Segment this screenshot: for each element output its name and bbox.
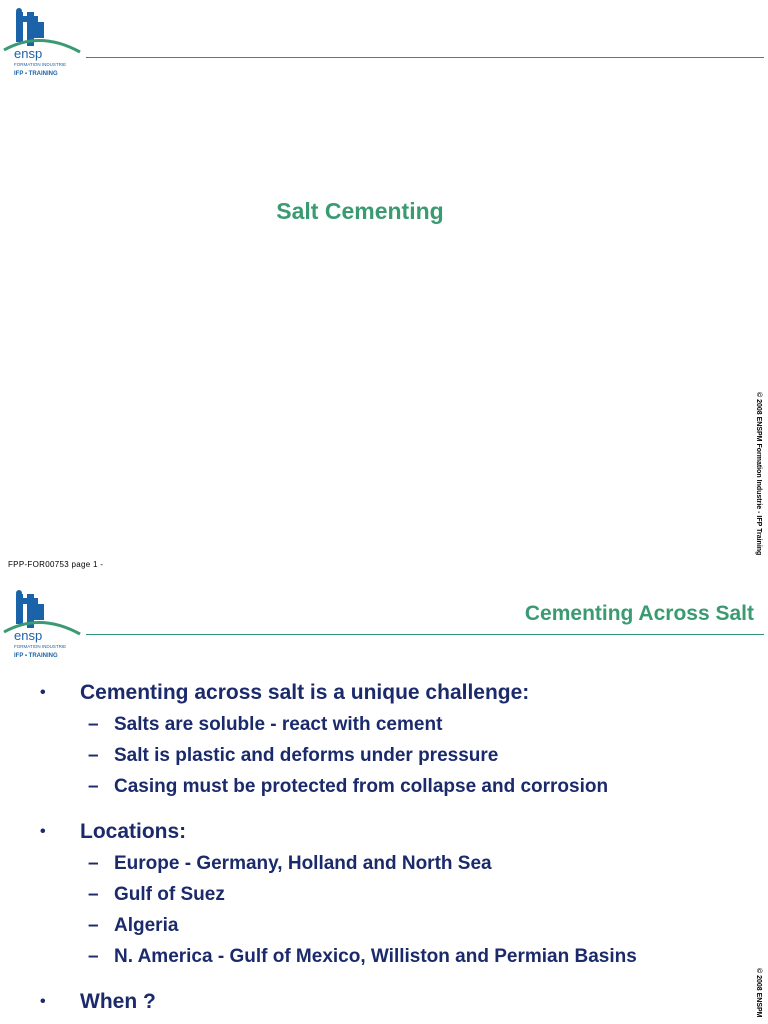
logo-main-text: ensp [14,46,43,61]
logo-sub-text: FORMATION INDUSTRIE [14,62,67,67]
bullet-item: • When ? [40,990,156,1013]
logo-sub-text: FORMATION INDUSTRIE [14,644,67,649]
sub-bullet-item: – Europe - Germany, Holland and North Sea [88,853,492,874]
copyright-vertical: © 2008 ENSPM Formation Industrie - IFP Training [755,392,762,556]
slide-title: Salt Cementing [276,198,444,224]
bullet-list [40,676,760,1018]
sub-bullet-item: – Salt is plastic and deforms under pressure [88,745,499,766]
bullet-item: • Locations: [40,820,187,843]
logo-main-text: ensp [14,628,43,643]
slide-2 [0,582,768,1024]
header-rule [86,634,764,635]
page-footer: FPP-FOR00753 page 1 - [8,560,104,569]
sub-bullet-item: – Gulf of Suez [88,884,225,905]
sub-bullet-item: – Casing must be protected from collapse and corrosion [88,776,609,797]
ifp-logo [2,590,84,662]
ifp-logo [2,8,84,80]
sub-bullet-item: – Salts are soluble - react with cement [88,714,443,735]
logo-bottom-text: IFP ▪ TRAINING [14,653,58,659]
bullet-item: • Cementing across salt is a unique challenge: [40,681,530,704]
sub-bullet-item: – N. America - Gulf of Mexico, Williston and Permian Basins [88,946,637,967]
sub-bullet-item: – Algeria [88,915,179,936]
header-rule [86,57,764,58]
logo-bottom-text: IFP ▪ TRAINING [14,71,58,77]
slide-title: Cementing Across Salt [524,602,754,625]
copyright-vertical: © 2008 ENSPM [755,968,762,1018]
